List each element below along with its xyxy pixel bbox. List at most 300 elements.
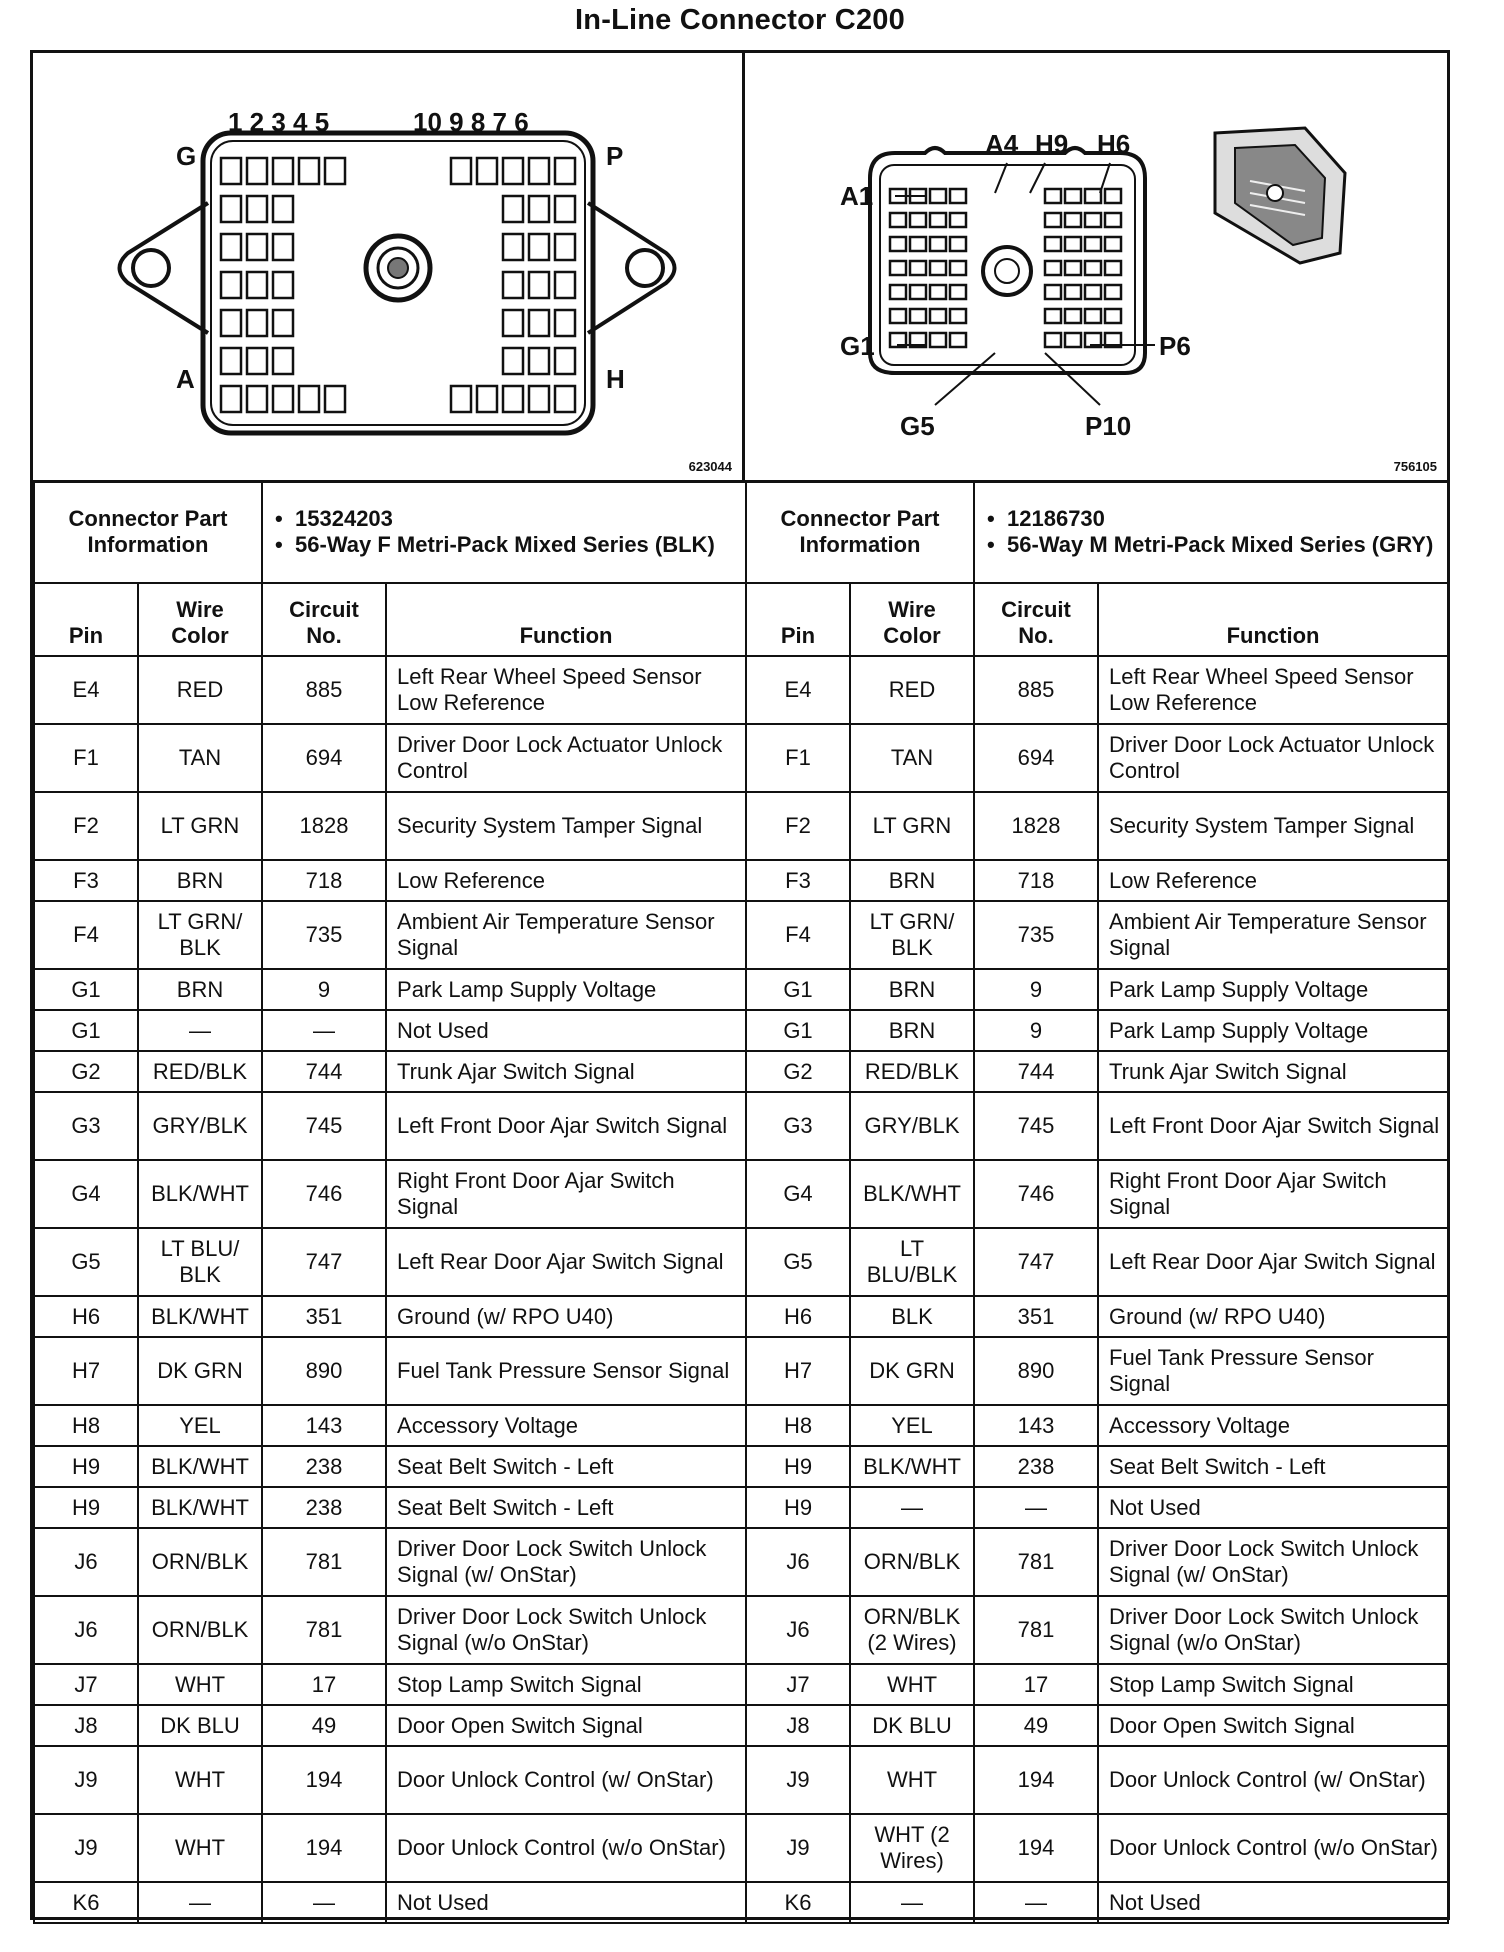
circuit-cell: 1828 (262, 792, 386, 860)
connector-cavity (1105, 261, 1121, 275)
connector-cavity (910, 285, 926, 299)
table-row (34, 1528, 746, 1596)
function-cell: Not Used (1098, 1487, 1448, 1528)
connector-cavity (950, 237, 966, 251)
function-cell: Driver Door Lock Switch Unlock Signal (w/ OnStar) (1098, 1528, 1448, 1596)
connector-cavity (299, 158, 319, 184)
function-cell: Driver Door Lock Switch Unlock Signal (w/o OnStar) (386, 1596, 746, 1664)
pin-cell: J9 (746, 1814, 850, 1882)
table-row (34, 1596, 746, 1664)
page-title: In-Line Connector C200 (575, 4, 905, 36)
connector-cavity (555, 310, 575, 336)
connector-cavity (1045, 309, 1061, 323)
pin-numbers-right: 10 9 8 7 6 (413, 107, 529, 137)
function-cell: Stop Lamp Switch Signal (386, 1664, 746, 1705)
table-row (34, 860, 746, 901)
callout-a1: A1 (840, 181, 874, 211)
function-cell: Door Unlock Control (w/o OnStar) (1098, 1814, 1448, 1882)
connector-cavity (247, 272, 267, 298)
pin-numbers-left: 1 2 3 4 5 (228, 107, 330, 137)
female-connector-figure (33, 53, 745, 483)
connector-cavity (273, 196, 293, 222)
callout-h6: H6 (1097, 129, 1131, 159)
pin-cell: J7 (34, 1664, 138, 1705)
connector-cavity (221, 386, 241, 412)
connector-cavity (529, 348, 549, 374)
connector-cavity (930, 261, 946, 275)
table-row (746, 792, 1448, 860)
connector-cavity (1085, 213, 1101, 227)
wire-color-cell: RED/BLK (138, 1051, 262, 1092)
pin-cell: E4 (34, 656, 138, 724)
connector-cavity (221, 348, 241, 374)
circuit-cell: 744 (262, 1051, 386, 1092)
table-row (746, 1160, 1448, 1228)
circuit-cell: 238 (262, 1487, 386, 1528)
figure-number: 623044 (688, 459, 732, 474)
table-row (746, 1528, 1448, 1596)
connector-cavity (477, 158, 497, 184)
function-cell: Left Front Door Ajar Switch Signal (1098, 1092, 1448, 1160)
circuit-cell: 744 (974, 1051, 1098, 1092)
connector-cavity (1045, 261, 1061, 275)
connector-cavity (890, 213, 906, 227)
pin-cell: F4 (34, 901, 138, 969)
table-row (746, 1296, 1448, 1337)
wire-color-cell: BRN (850, 969, 974, 1010)
connector-cavity (890, 237, 906, 251)
pin-cell: H9 (746, 1446, 850, 1487)
pin-cell: H6 (746, 1296, 850, 1337)
function-cell: Right Front Door Ajar Switch Signal (386, 1160, 746, 1228)
function-cell: Park Lamp Supply Voltage (1098, 969, 1448, 1010)
circuit-cell: 885 (262, 656, 386, 724)
wire-color-cell: BLK/WHT (138, 1446, 262, 1487)
wire-color-cell: BRN (850, 860, 974, 901)
connector-cavity (503, 272, 523, 298)
wire-color-cell: BLK/WHT (850, 1446, 974, 1487)
wire-color-cell: TAN (138, 724, 262, 792)
circuit-cell: 351 (262, 1296, 386, 1337)
pin-cell: F3 (34, 860, 138, 901)
column-header-row (746, 583, 1448, 656)
connector-cavity (247, 386, 267, 412)
circuit-cell: 746 (974, 1160, 1098, 1228)
row-label-h: H (606, 364, 625, 394)
circuit-cell: 9 (262, 969, 386, 1010)
connector-3d-view (1215, 128, 1345, 263)
connector-cavity (529, 234, 549, 260)
pin-cell: J6 (746, 1596, 850, 1664)
connector-cavity (529, 272, 549, 298)
table-row (746, 969, 1448, 1010)
circuit-cell: 735 (262, 901, 386, 969)
pin-cell: J9 (746, 1746, 850, 1814)
connector-cavity (950, 213, 966, 227)
table-row (746, 1051, 1448, 1092)
connector-cavity (555, 386, 575, 412)
circuit-cell: 9 (974, 1010, 1098, 1051)
table-row (34, 1664, 746, 1705)
table-row (746, 1814, 1448, 1882)
circuit-cell: 9 (974, 969, 1098, 1010)
pin-cell: J6 (34, 1596, 138, 1664)
connector-cavity (1065, 189, 1081, 203)
function-cell: Low Reference (1098, 860, 1448, 901)
wire-color-cell: LT GRN (850, 792, 974, 860)
circuit-cell: 745 (262, 1092, 386, 1160)
function-cell: Trunk Ajar Switch Signal (386, 1051, 746, 1092)
connector-cavity (529, 158, 549, 184)
connector-cavity (273, 386, 293, 412)
part-info-values (974, 481, 1448, 583)
table-row (746, 1746, 1448, 1814)
pin-cell: F3 (746, 860, 850, 901)
table-row (746, 901, 1448, 969)
connector-cavity (555, 234, 575, 260)
circuit-cell: 747 (974, 1228, 1098, 1296)
connector-cavity (1085, 237, 1101, 251)
pin-cell: K6 (746, 1882, 850, 1923)
part-info-row (746, 481, 1448, 583)
part-number: • 15324203 (269, 506, 739, 532)
table-row (746, 1882, 1448, 1923)
circuit-cell: 781 (974, 1596, 1098, 1664)
connector-cavity (890, 261, 906, 275)
pin-cell: J8 (34, 1705, 138, 1746)
pin-cell: G4 (746, 1160, 850, 1228)
wire-color-cell: WHT (138, 1664, 262, 1705)
connector-cavity (555, 272, 575, 298)
function-cell: Ambient Air Temperature Sensor Signal (1098, 901, 1448, 969)
connector-cavity (555, 348, 575, 374)
circuit-cell: 143 (974, 1405, 1098, 1446)
wire-color-cell: GRY/BLK (138, 1092, 262, 1160)
figure-number: 756105 (1393, 459, 1437, 474)
wire-color-cell: — (138, 1010, 262, 1051)
table-row (34, 1814, 746, 1882)
table-row (746, 724, 1448, 792)
wire-color-cell: LT GRN/ BLK (138, 901, 262, 969)
function-cell: Door Unlock Control (w/ OnStar) (1098, 1746, 1448, 1814)
pin-cell: G2 (34, 1051, 138, 1092)
wire-color-cell: DK BLU (138, 1705, 262, 1746)
wire-color-cell: DK GRN (138, 1337, 262, 1405)
pin-cell: H7 (34, 1337, 138, 1405)
circuit-cell: 694 (974, 724, 1098, 792)
wire-color-cell: RED (138, 656, 262, 724)
connector-cavity (555, 196, 575, 222)
connector-cavity (910, 309, 926, 323)
connector-cavity (503, 158, 523, 184)
pin-cell: J6 (746, 1528, 850, 1596)
header-wire-color: Wire Color (138, 583, 262, 656)
female-cavity-grid (221, 158, 575, 412)
function-cell: Left Rear Door Ajar Switch Signal (386, 1228, 746, 1296)
circuit-cell: 194 (974, 1814, 1098, 1882)
header-function: Function (386, 583, 746, 656)
circuit-cell: 781 (262, 1596, 386, 1664)
pin-cell: G5 (34, 1228, 138, 1296)
callout-a4: A4 (985, 129, 1019, 159)
wire-color-cell: BLK/WHT (138, 1160, 262, 1228)
header-circuit: Circuit No. (262, 583, 386, 656)
circuit-cell: 17 (974, 1664, 1098, 1705)
connector-cavity (1065, 285, 1081, 299)
table-row (746, 1487, 1448, 1528)
circuit-cell: 781 (262, 1528, 386, 1596)
circuit-cell: 781 (974, 1528, 1098, 1596)
function-cell: Park Lamp Supply Voltage (386, 969, 746, 1010)
wire-color-cell: BLK/WHT (850, 1160, 974, 1228)
connector-cavity (1085, 189, 1101, 203)
wire-color-cell: — (850, 1487, 974, 1528)
function-cell: Accessory Voltage (386, 1405, 746, 1446)
header-wire-color: Wire Color (850, 583, 974, 656)
connector-cavity (247, 234, 267, 260)
part-info-values (262, 481, 746, 583)
function-cell: Not Used (386, 1882, 746, 1923)
circuit-cell: 238 (262, 1446, 386, 1487)
connector-cavity (950, 261, 966, 275)
circuit-cell: 890 (262, 1337, 386, 1405)
connector-cavity (503, 196, 523, 222)
connector-cavity (1045, 285, 1061, 299)
connector-cavity (273, 234, 293, 260)
connector-cavity (529, 196, 549, 222)
wire-color-cell: BRN (138, 860, 262, 901)
circuit-cell: 49 (974, 1705, 1098, 1746)
connector-cavity (890, 309, 906, 323)
pin-cell: H9 (34, 1446, 138, 1487)
wire-color-cell: TAN (850, 724, 974, 792)
circuit-cell: 17 (262, 1664, 386, 1705)
table-row (34, 969, 746, 1010)
circuit-cell: 194 (974, 1746, 1098, 1814)
connector-cavity (503, 386, 523, 412)
table-row (34, 1092, 746, 1160)
table-row (746, 1337, 1448, 1405)
circuit-cell: 194 (262, 1814, 386, 1882)
part-number: • 12186730 (981, 506, 1441, 532)
function-cell: Door Unlock Control (w/ OnStar) (386, 1746, 746, 1814)
circuit-cell: — (974, 1882, 1098, 1923)
connector-cavity (247, 196, 267, 222)
connector-cavity (1105, 237, 1121, 251)
function-cell: Ground (w/ RPO U40) (386, 1296, 746, 1337)
table-row (34, 1010, 746, 1051)
circuit-cell: — (974, 1487, 1098, 1528)
connector-sheet (30, 50, 1450, 1920)
wire-color-cell: — (138, 1882, 262, 1923)
pin-cell: F1 (34, 724, 138, 792)
table-row (746, 1405, 1448, 1446)
table-row (746, 1446, 1448, 1487)
pin-cell: G1 (34, 1010, 138, 1051)
function-cell: Ambient Air Temperature Sensor Signal (386, 901, 746, 969)
table-row (746, 1596, 1448, 1664)
connector-cavity (451, 386, 471, 412)
callout-p10: P10 (1085, 411, 1132, 441)
wire-color-cell: — (850, 1882, 974, 1923)
function-cell: Door Open Switch Signal (1098, 1705, 1448, 1746)
function-cell: Driver Door Lock Switch Unlock Signal (w/ OnStar) (386, 1528, 746, 1596)
connector-cavity (1045, 213, 1061, 227)
function-cell: Trunk Ajar Switch Signal (1098, 1051, 1448, 1092)
part-info-label: Connector Part Information (746, 481, 974, 583)
pin-cell: J8 (746, 1705, 850, 1746)
connector-cavity (529, 310, 549, 336)
wire-color-cell: GRY/BLK (850, 1092, 974, 1160)
circuit-cell: 890 (974, 1337, 1098, 1405)
male-cavity-grid (890, 189, 1121, 347)
pin-cell: H9 (746, 1487, 850, 1528)
connector-cavity (221, 158, 241, 184)
wire-color-cell: BRN (850, 1010, 974, 1051)
function-cell: Seat Belt Switch - Left (386, 1487, 746, 1528)
table-row (34, 1405, 746, 1446)
table-row (34, 901, 746, 969)
function-cell: Fuel Tank Pressure Sensor Signal (1098, 1337, 1448, 1405)
pin-cell: J6 (34, 1528, 138, 1596)
wire-color-cell: BRN (138, 969, 262, 1010)
connector-cavity (930, 309, 946, 323)
part-description: • 56-Way F Metri-Pack Mixed Series (BLK) (269, 532, 739, 558)
circuit-cell: 694 (262, 724, 386, 792)
connector-cavity (503, 310, 523, 336)
connector-cavity (1105, 189, 1121, 203)
function-cell: Accessory Voltage (1098, 1405, 1448, 1446)
table-row (746, 656, 1448, 724)
function-cell: Stop Lamp Switch Signal (1098, 1664, 1448, 1705)
connector-cavity (1065, 309, 1081, 323)
circuit-cell: 735 (974, 901, 1098, 969)
circuit-cell: — (262, 1882, 386, 1923)
part-description: • 56-Way M Metri-Pack Mixed Series (GRY) (981, 532, 1441, 558)
table-row (34, 1487, 746, 1528)
connector-cavity (325, 158, 345, 184)
circuit-cell: 1828 (974, 792, 1098, 860)
connector-cavity (1065, 237, 1081, 251)
circuit-cell: 351 (974, 1296, 1098, 1337)
wire-color-cell: BLK/WHT (138, 1487, 262, 1528)
pin-cell: H8 (34, 1405, 138, 1446)
connector-cavity (1065, 261, 1081, 275)
function-cell: Not Used (386, 1010, 746, 1051)
connector-cavity (503, 348, 523, 374)
function-cell: Door Open Switch Signal (386, 1705, 746, 1746)
wire-color-cell: DK GRN (850, 1337, 974, 1405)
wire-color-cell: LT GRN (138, 792, 262, 860)
connector-cavity (273, 158, 293, 184)
row-label-g: G (176, 141, 197, 171)
connector-cavity (950, 333, 966, 347)
function-cell: Driver Door Lock Switch Unlock Signal (w/o OnStar) (1098, 1596, 1448, 1664)
row-label-p: P (606, 141, 624, 171)
pin-cell: G3 (34, 1092, 138, 1160)
pin-cell: F2 (746, 792, 850, 860)
connector-cavity (247, 348, 267, 374)
table-row (34, 1337, 746, 1405)
circuit-cell: 718 (262, 860, 386, 901)
connector-cavity (1065, 213, 1081, 227)
table-row (34, 792, 746, 860)
function-cell: Fuel Tank Pressure Sensor Signal (386, 1337, 746, 1405)
connector-cavity (1065, 333, 1081, 347)
wire-color-cell: LT BLU/BLK (850, 1228, 974, 1296)
wire-color-cell: LT GRN/ BLK (850, 901, 974, 969)
function-cell: Left Rear Door Ajar Switch Signal (1098, 1228, 1448, 1296)
connector-cavity (273, 310, 293, 336)
callout-g5: G5 (900, 411, 935, 441)
circuit-cell: 143 (262, 1405, 386, 1446)
wire-color-cell: WHT (2 Wires) (850, 1814, 974, 1882)
connector-cavity (503, 234, 523, 260)
connector-cavity (247, 158, 267, 184)
pin-cell: H8 (746, 1405, 850, 1446)
function-cell: Security System Tamper Signal (1098, 792, 1448, 860)
wire-color-cell: YEL (138, 1405, 262, 1446)
function-cell: Right Front Door Ajar Switch Signal (1098, 1160, 1448, 1228)
wire-color-cell: WHT (850, 1664, 974, 1705)
pin-cell: G2 (746, 1051, 850, 1092)
circuit-cell: 194 (262, 1746, 386, 1814)
table-row (34, 1882, 746, 1923)
connector-cavity (1085, 309, 1101, 323)
callout-g1: G1 (840, 331, 875, 361)
wire-color-cell: ORN/BLK (850, 1528, 974, 1596)
function-cell: Security System Tamper Signal (386, 792, 746, 860)
table-row (746, 1092, 1448, 1160)
pin-cell: G1 (34, 969, 138, 1010)
circuit-cell: 238 (974, 1446, 1098, 1487)
callout-p6: P6 (1159, 331, 1191, 361)
female-connector-drawing (33, 53, 742, 480)
function-cell: Left Rear Wheel Speed Sensor Low Reference (386, 656, 746, 724)
pin-cell: H7 (746, 1337, 850, 1405)
pin-cell: J7 (746, 1664, 850, 1705)
connector-cavity (1045, 333, 1061, 347)
table-row (34, 1746, 746, 1814)
wire-color-cell: BLK (850, 1296, 974, 1337)
wire-color-cell: RED/BLK (850, 1051, 974, 1092)
pin-cell: G1 (746, 969, 850, 1010)
male-connector-figure (745, 53, 1447, 483)
connector-cavity (1045, 189, 1061, 203)
wire-color-cell: ORN/BLK (2 Wires) (850, 1596, 974, 1664)
connector-cavity (950, 309, 966, 323)
header-function: Function (1098, 583, 1448, 656)
part-info-row (34, 481, 746, 583)
connector-cavity (221, 196, 241, 222)
pin-cell: H6 (34, 1296, 138, 1337)
function-cell: Left Front Door Ajar Switch Signal (386, 1092, 746, 1160)
wire-color-cell: LT BLU/ BLK (138, 1228, 262, 1296)
connector-cavity (910, 237, 926, 251)
connector-cavity (930, 189, 946, 203)
function-cell: Not Used (1098, 1882, 1448, 1923)
female-pinout-table (33, 480, 747, 1924)
header-circuit: Circuit No. (974, 583, 1098, 656)
connector-cavity (910, 261, 926, 275)
connector-cavity (529, 386, 549, 412)
connector-cavity (950, 285, 966, 299)
male-connector-drawing (745, 53, 1447, 480)
table-row (34, 1228, 746, 1296)
connector-cavity (1045, 237, 1061, 251)
function-cell: Park Lamp Supply Voltage (1098, 1010, 1448, 1051)
header-pin: Pin (34, 583, 138, 656)
